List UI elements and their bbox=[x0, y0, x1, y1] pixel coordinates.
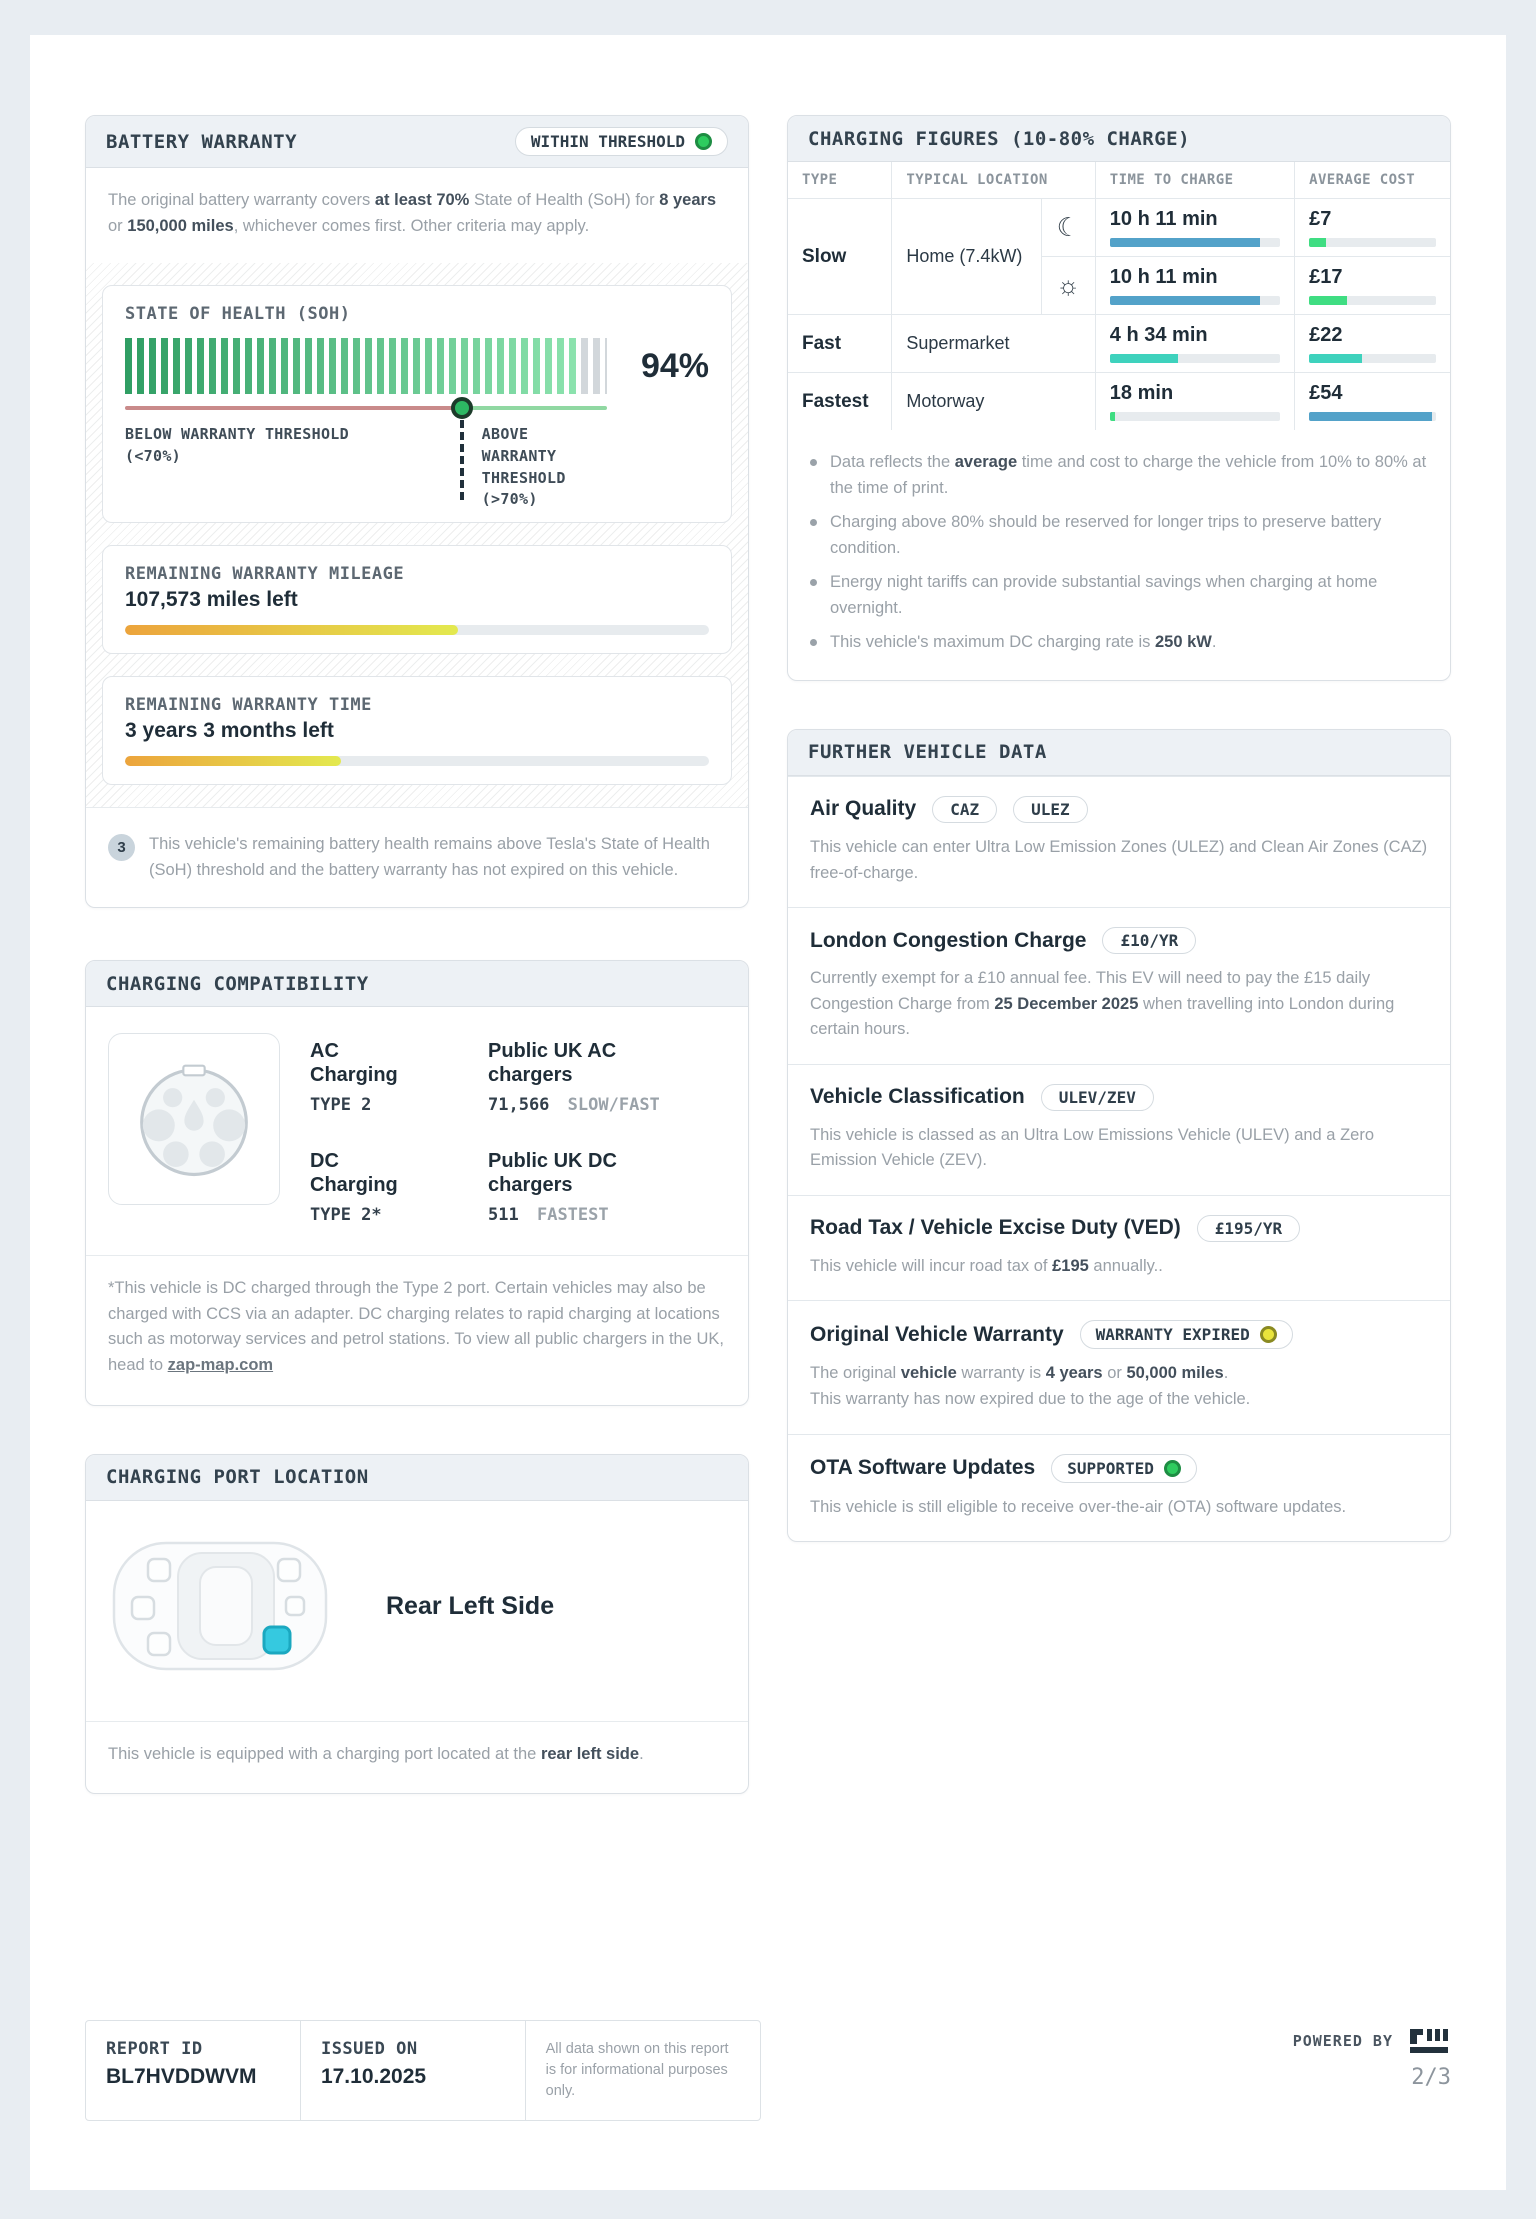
cost-cell-fastest bbox=[1295, 373, 1450, 431]
status-green-dot-icon bbox=[695, 133, 712, 150]
ota-updates-text: This vehicle is still eligible to receive over-the-air (OTA) software updates. bbox=[810, 1497, 1347, 1516]
road-tax-chip: £195/YR bbox=[1197, 1215, 1300, 1242]
time-value: 18 min bbox=[1109, 382, 1174, 404]
road-tax-item bbox=[788, 1195, 1450, 1301]
disclaimer-text: All data shown on this report is for informational purposes only. bbox=[545, 2041, 729, 2100]
charging-port-body bbox=[86, 1501, 748, 1721]
table-header-row bbox=[788, 162, 1450, 199]
disclaimer-cell bbox=[525, 2021, 760, 2120]
charging-port-marker bbox=[264, 1627, 290, 1653]
type2-connector-icon bbox=[130, 1055, 258, 1183]
bullet-item: This vehicle's maximum DC charging rate is 250 kW. bbox=[810, 630, 1428, 656]
dc-public-chargers-label: Public UK DC chargers bbox=[488, 1150, 617, 1197]
warranty-mileage-bar bbox=[125, 625, 458, 635]
type-slow: Slow bbox=[788, 199, 892, 315]
charging-figures-header bbox=[788, 116, 1450, 162]
congestion-fee-chip: £10/YR bbox=[1102, 927, 1196, 954]
cost-cell-fast bbox=[1295, 315, 1450, 373]
powered-by-block bbox=[1293, 2027, 1451, 2090]
time-value: 4 h 34 min bbox=[1109, 324, 1208, 346]
soh-threshold-labels bbox=[125, 418, 607, 509]
air-quality-text: This vehicle can enter Ultra Low Emission Zones (ULEZ) and Clean Air Zones (CAZ) free-of-charge. bbox=[810, 837, 1428, 882]
bullet-dot-icon bbox=[810, 519, 817, 526]
further-vehicle-data-section bbox=[787, 729, 1451, 1542]
battery-note-text: This vehicle's remaining battery health remains above Tesla's State of Health (SoH) threshold and the battery warranty has not expired on this vehicle. bbox=[149, 835, 710, 879]
status-green-dot-icon bbox=[1164, 1460, 1181, 1477]
warranty-mileage-card bbox=[102, 545, 732, 654]
cost-bar bbox=[1309, 238, 1325, 247]
time-cell-slow-day bbox=[1095, 257, 1294, 315]
charging-port-section bbox=[85, 1454, 749, 1795]
below-threshold-line bbox=[125, 406, 462, 410]
left-column bbox=[85, 115, 749, 1794]
ac-charging-type: TYPE 2 bbox=[310, 1095, 372, 1116]
battery-warranty-charts-area bbox=[86, 263, 748, 807]
charging-compatibility-body bbox=[86, 1007, 748, 1255]
col-header-time: TIME TO CHARGE bbox=[1095, 162, 1294, 199]
warranty-mileage-label: REMAINING WARRANTY MILEAGE bbox=[125, 564, 405, 585]
further-vehicle-data-header bbox=[788, 730, 1450, 776]
charging-port-location-value: Rear Left Side bbox=[386, 1592, 555, 1620]
charging-compatibility-header bbox=[86, 961, 748, 1007]
congestion-charge-label: London Congestion Charge bbox=[810, 928, 1087, 952]
time-value: 10 h 11 min bbox=[1109, 266, 1218, 288]
col-header-type: TYPE bbox=[788, 162, 892, 199]
cost-cell-slow-night bbox=[1295, 199, 1450, 257]
issued-on-value: 17.10.2025 bbox=[320, 2065, 427, 2088]
congestion-charge-item bbox=[788, 907, 1450, 1064]
time-cell-slow-night bbox=[1095, 199, 1294, 257]
ac-chargers-count: 71,566 bbox=[488, 1095, 550, 1116]
table-row-fastest bbox=[788, 373, 1450, 431]
caz-chip: CAZ bbox=[932, 796, 997, 823]
warranty-time-label: REMAINING WARRANTY TIME bbox=[125, 695, 372, 716]
warranty-expired-badge: WARRANTY EXPIRED bbox=[1080, 1320, 1293, 1349]
charging-figures-section bbox=[787, 115, 1451, 681]
soh-card bbox=[102, 285, 732, 523]
footer-info-box bbox=[85, 2020, 761, 2121]
dc-chargers-speed: FASTEST bbox=[536, 1205, 609, 1226]
dc-charging-type: TYPE 2* bbox=[310, 1205, 382, 1226]
charging-figures-notes bbox=[788, 430, 1450, 680]
battery-warranty-description: The original battery warranty covers at least 70% State of Health (SoH) for 8 years or 150,000 miles, whichever comes first. Other criteria may apply. bbox=[108, 191, 717, 235]
original-warranty-item bbox=[788, 1300, 1450, 1433]
soh-bar-chart bbox=[125, 338, 607, 394]
location-home: Home (7.4kW) bbox=[892, 199, 1041, 315]
charging-figures-table bbox=[788, 162, 1450, 430]
col-header-cost: AVERAGE COST bbox=[1295, 162, 1450, 199]
original-warranty-label: Original Vehicle Warranty bbox=[810, 1322, 1064, 1346]
type-fast: Fast bbox=[788, 315, 892, 373]
report-paper bbox=[30, 35, 1506, 2190]
cost-value: £7 bbox=[1309, 208, 1332, 230]
bullet-item: Data reflects the average time and cost to charge the vehicle from 10% to 80% at the time of print. bbox=[810, 450, 1428, 501]
charging-port-header bbox=[86, 1455, 748, 1501]
battery-status-badge bbox=[515, 127, 728, 156]
cost-bar bbox=[1309, 354, 1362, 363]
type-fastest: Fastest bbox=[788, 373, 892, 431]
warranty-time-track bbox=[125, 756, 709, 766]
threshold-marker-icon bbox=[451, 397, 473, 419]
battery-warranty-section bbox=[85, 115, 749, 908]
time-bar bbox=[1110, 296, 1260, 305]
soh-value: 94% bbox=[640, 346, 709, 385]
dc-charging-row bbox=[310, 1149, 660, 1225]
car-top-view-icon bbox=[108, 1527, 334, 1687]
table-row-slow-night bbox=[788, 199, 1450, 257]
charging-compatibility-section bbox=[85, 960, 749, 1405]
location-motorway: Motorway bbox=[892, 373, 1095, 431]
right-column bbox=[787, 115, 1451, 1794]
warranty-time-value: 3 years 3 months left bbox=[125, 719, 334, 743]
time-cell-fastest bbox=[1095, 373, 1294, 431]
charging-figures-title: CHARGING FIGURES (10-80% CHARGE) bbox=[808, 127, 1191, 150]
above-threshold-label: ABOVE WARRANTY THRESHOLD (>70%) bbox=[481, 425, 566, 509]
congestion-charge-text: Currently exempt for a £10 annual fee. This EV will need to pay the £15 daily Congestion Charge from 25 December 2025 when travelling into London during certain hours. bbox=[810, 969, 1395, 1039]
dc-charging-label: DC Charging bbox=[310, 1150, 398, 1197]
ulev-zev-chip: ULEV/ZEV bbox=[1041, 1084, 1154, 1111]
battery-warranty-title: BATTERY WARRANTY bbox=[106, 130, 298, 153]
cost-bar bbox=[1309, 296, 1347, 305]
cost-bar bbox=[1309, 412, 1432, 421]
above-threshold-line bbox=[462, 406, 607, 410]
ota-updates-item bbox=[788, 1434, 1450, 1542]
bullet-item: Energy night tariffs can provide substantial savings when charging at home overnight. bbox=[810, 570, 1428, 621]
ac-chargers-count-row bbox=[488, 1095, 660, 1115]
cost-value: £17 bbox=[1309, 266, 1343, 288]
ota-supported-badge: SUPPORTED bbox=[1051, 1454, 1197, 1483]
vehicle-classification-item bbox=[788, 1064, 1450, 1195]
location-supermarket: Supermarket bbox=[892, 315, 1095, 373]
road-tax-label: Road Tax / Vehicle Excise Duty (VED) bbox=[810, 1216, 1181, 1240]
soh-bar-row bbox=[125, 338, 709, 394]
ac-public-chargers-label: Public UK AC chargers bbox=[488, 1040, 617, 1087]
original-warranty-text-1: The original vehicle warranty is 4 years or 50,000 miles. bbox=[810, 1364, 1229, 1383]
report-id-label: REPORT ID bbox=[106, 2039, 203, 2059]
sun-icon: ☼ bbox=[1041, 257, 1095, 315]
warranty-time-card bbox=[102, 676, 732, 785]
type2-connector-card bbox=[108, 1033, 280, 1205]
compat-footnote[interactable]: *This vehicle is DC charged through the Type 2 port. Certain vehicles may also be charged with CCS via an adapter. DC charging relates to rapid charging at locations such as motorway services and petrol stations. To view all public chargers in the UK, head to zap-map.com bbox=[108, 1279, 724, 1374]
air-quality-label: Air Quality bbox=[810, 797, 917, 821]
charging-port-title: CHARGING PORT LOCATION bbox=[106, 1466, 369, 1488]
issued-on-label: ISSUED ON bbox=[320, 2039, 418, 2059]
below-threshold-label: BELOW WARRANTY THRESHOLD (<70%) bbox=[125, 425, 349, 465]
battery-note bbox=[86, 807, 748, 907]
warranty-mileage-track bbox=[125, 625, 709, 635]
vehicle-classification-label: Vehicle Classification bbox=[810, 1085, 1025, 1109]
threshold-dashed-line bbox=[460, 420, 464, 500]
issued-on-cell bbox=[300, 2021, 525, 2120]
col-header-location: TYPICAL LOCATION bbox=[892, 162, 1095, 199]
note-number-badge: 3 bbox=[108, 834, 135, 861]
charging-compatibility-title: CHARGING COMPATIBILITY bbox=[106, 972, 369, 995]
soh-threshold-line bbox=[125, 406, 607, 410]
moon-icon: ☾ bbox=[1041, 199, 1095, 257]
table-row-fast bbox=[788, 315, 1450, 373]
time-value: 10 h 11 min bbox=[1109, 208, 1218, 230]
page-number: 2/3 bbox=[1411, 2065, 1451, 2090]
charging-compatibility-columns bbox=[310, 1033, 660, 1225]
charging-port-description: This vehicle is equipped with a charging port located at the rear left side. bbox=[108, 1744, 644, 1763]
report-id-value: BL7HVDDWVM bbox=[106, 2065, 257, 2088]
bullet-dot-icon bbox=[810, 459, 817, 466]
status-yellow-dot-icon bbox=[1260, 1326, 1277, 1343]
cost-cell-slow-day bbox=[1295, 257, 1450, 315]
ac-chargers-speed: SLOW/FAST bbox=[567, 1095, 660, 1116]
powered-by-label: POWERED BY bbox=[1292, 2032, 1393, 2050]
cost-value: £22 bbox=[1309, 324, 1343, 346]
further-vehicle-data-title: FURTHER VEHICLE DATA bbox=[808, 741, 1047, 764]
report-id-cell bbox=[86, 2021, 300, 2120]
ac-charging-label: AC Charging bbox=[310, 1040, 398, 1087]
bullet-dot-icon bbox=[810, 639, 817, 646]
ota-updates-label: OTA Software Updates bbox=[810, 1456, 1036, 1480]
time-bar bbox=[1110, 238, 1260, 247]
ac-charging-row bbox=[310, 1039, 660, 1115]
soh-bar-stripes bbox=[125, 338, 607, 394]
time-bar bbox=[1110, 412, 1115, 421]
cost-value: £54 bbox=[1309, 382, 1343, 404]
time-bar bbox=[1110, 354, 1178, 363]
dc-chargers-count: 511 bbox=[488, 1205, 519, 1226]
air-quality-item bbox=[788, 776, 1450, 907]
ulez-chip: ULEZ bbox=[1013, 796, 1088, 823]
road-tax-text: This vehicle will incur road tax of £195 annually.. bbox=[810, 1256, 1163, 1275]
battery-warranty-header bbox=[86, 116, 748, 168]
original-warranty-text-2: This warranty has now expired due to the age of the vehicle. bbox=[810, 1390, 1251, 1408]
vehicle-classification-text: This vehicle is classed as an Ultra Low Emissions Vehicle (ULEV) and a Zero Emission Vehicle (ZEV). bbox=[810, 1125, 1374, 1170]
dc-chargers-count-row bbox=[488, 1205, 658, 1225]
powered-by-logo-icon bbox=[1405, 2027, 1451, 2055]
warranty-mileage-value: 107,573 miles left bbox=[125, 588, 298, 612]
time-cell-fast bbox=[1095, 315, 1294, 373]
battery-status-label: WITHIN THRESHOLD bbox=[530, 132, 685, 151]
bullet-dot-icon bbox=[810, 579, 817, 586]
warranty-time-bar bbox=[125, 756, 341, 766]
soh-label: STATE OF HEALTH (SOH) bbox=[125, 304, 351, 325]
bullet-item: Charging above 80% should be reserved for longer trips to preserve battery condition. bbox=[810, 510, 1428, 561]
